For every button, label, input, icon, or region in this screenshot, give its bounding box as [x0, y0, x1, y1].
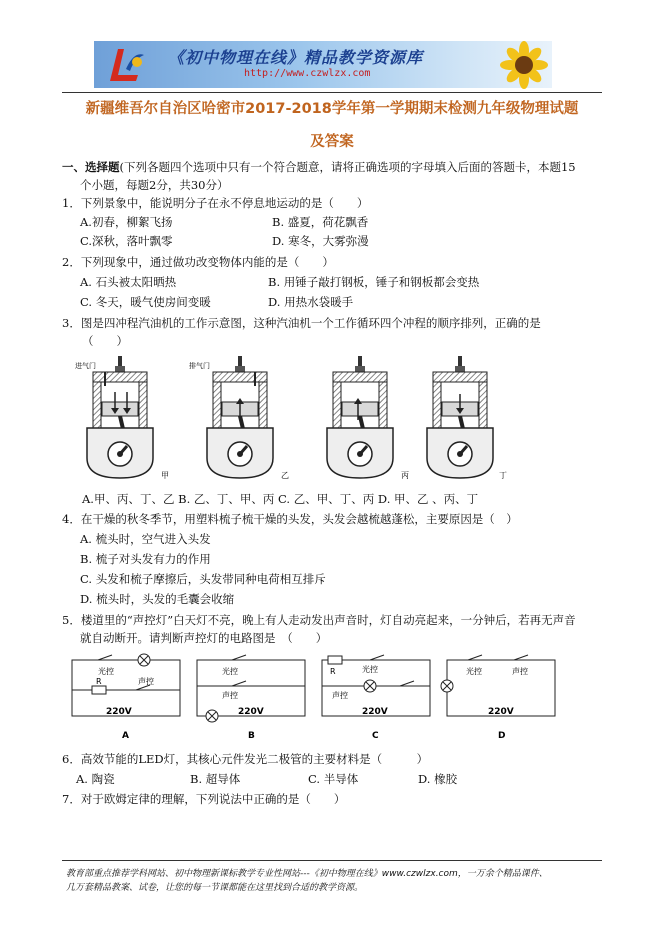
- circuit-a-resistor: R: [96, 677, 102, 686]
- q2-option-c: C. 冬天，暖气使房间变暖: [80, 295, 211, 309]
- doc-title-line1: 新疆维吾尔自治区哈密市2017-2018学年第一学期期末检测九年级物理试题: [85, 101, 579, 117]
- site-logo-icon: [104, 45, 146, 85]
- circuit-a-sound-ctrl: 声控: [138, 677, 154, 686]
- q6-option-b: B. 超导体: [190, 772, 241, 786]
- circuit-b: [206, 655, 264, 741]
- circuit-c-label: C: [372, 731, 379, 741]
- circuit-c-voltage: 220V: [362, 707, 388, 717]
- exhaust-label: 排气门: [189, 362, 210, 370]
- circuit-c-resistor: R: [330, 667, 336, 676]
- engine-jia: [75, 356, 169, 480]
- q7-stem: 7．对于欧姆定律的理解，下列说法中正确的是（ ）: [62, 792, 346, 806]
- circuit-c: [328, 655, 414, 741]
- section1-heading: 一、选择题: [62, 160, 120, 174]
- engine-bing: [327, 356, 409, 480]
- circuit-b-voltage: 220V: [238, 707, 264, 717]
- engine-ding: [427, 356, 507, 480]
- q6-option-a: A. 陶瓷: [76, 772, 115, 786]
- circuit-a-voltage: 220V: [106, 707, 132, 717]
- circuit-a-light-ctrl: 光控: [98, 667, 114, 676]
- q6-option-c: C. 半导体: [308, 772, 359, 786]
- q5-stem-line1: 5．楼道里的“声控灯”白天灯不亮，晚上有人走动发出声音时，灯自动亮起来，一分钟后，若再无声音: [62, 613, 576, 627]
- q2-option-b: B. 用锤子敲打钢板，锤子和钢板都会变热: [268, 275, 480, 289]
- q6-stem: 6．高效节能的LED灯，其核心元件发光二极管的主要材料是（ ）: [62, 752, 429, 766]
- circuit-b-sound-ctrl: 声控: [222, 691, 238, 700]
- q3-engine-figure: [75, 354, 505, 484]
- q4-option-b: B. 梳子对头发有力的作用: [80, 552, 211, 566]
- circuit-d-voltage: 220V: [488, 707, 514, 717]
- circuit-c-sound-ctrl: 声控: [332, 691, 348, 700]
- q4-option-a: A. 梳头时，空气进入头发: [80, 532, 211, 546]
- q1-option-d: D. 寒冬，大雾弥漫: [272, 234, 369, 248]
- circuit-d: [441, 655, 528, 741]
- q4-stem: 4．在干燥的秋冬季节，用塑料梳子梳干燥的头发，头发会越梳越蓬松，主要原因是（ ）: [62, 512, 518, 526]
- circuit-a-label: A: [122, 731, 129, 741]
- circuit-d-light-ctrl: 光控: [466, 667, 482, 676]
- section1-instruction1: (下列各题四个选项中只有一个符合题意，请将正确选项的字母填入后面的答题卡，本题15: [119, 160, 576, 174]
- label-jia: 甲: [161, 471, 169, 480]
- q1-option-c: C.深秋，落叶飘零: [80, 234, 173, 248]
- sunflower-icon: [494, 41, 550, 88]
- circuit-d-label: D: [498, 731, 506, 741]
- engine-yi: [189, 356, 289, 480]
- q2-option-d: D. 用热水袋暖手: [268, 295, 354, 309]
- q5-circuit-figure: [62, 652, 582, 744]
- circuit-a: [92, 654, 154, 741]
- banner-title: 《初中物理在线》精品教学资源库: [168, 48, 424, 67]
- q1-stem: 1．下列景象中，能说明分子在永不停息地运动的是（ ）: [62, 196, 369, 210]
- q3-options: A.甲、丙、丁、乙 B. 乙、丁、甲、丙 C. 乙、甲、丁、丙 D. 甲、乙 、丙、丁: [82, 492, 479, 506]
- q1-option-a: A.初春，柳絮飞扬: [80, 215, 173, 229]
- q2-stem: 2．下列现象中，通过做功改变物体内能的是（ ）: [62, 255, 334, 269]
- q3-stem: 3．图是四冲程汽油机的工作示意图，这种汽油机一个工作循环四个冲程的顺序排列，正确的是: [62, 316, 541, 330]
- circuit-b-label: B: [248, 731, 255, 741]
- footer-line1: 教育部重点推荐学科网站、初中物理新课标教学专业性网站---《初中物理在线》www.czwlzx.com，一万余个精品课件、: [66, 869, 548, 879]
- section1-line1: [62, 160, 576, 174]
- q2-option-a: A. 石头被太阳晒热: [80, 275, 177, 289]
- q3-paren: （ ）: [82, 334, 128, 348]
- banner-url[interactable]: http://www.czwlzx.com: [244, 68, 371, 79]
- label-bing: 丙: [401, 471, 409, 480]
- q4-option-d: D. 梳头时，头发的毛囊会收缩: [80, 592, 235, 606]
- q4-option-c: C. 头发和梳子摩擦后，头发带同种电荷相互排斥: [80, 572, 326, 586]
- intake-label: 进气门: [75, 362, 96, 370]
- circuit-b-light-ctrl: 光控: [222, 667, 238, 676]
- q5-stem-line2: 就自动断开。请判断声控灯的电路图是 （ ）: [80, 631, 328, 645]
- q6-option-d: D. 橡胶: [418, 772, 458, 786]
- label-yi: 乙: [281, 471, 289, 480]
- circuit-d-sound-ctrl: 声控: [512, 667, 528, 676]
- footer-line2: 几万套精品教案、试卷，让您的每一节课都能在这里找到合适的教学资源。: [66, 883, 364, 893]
- label-ding: 丁: [499, 471, 507, 480]
- circuit-c-light-ctrl: 光控: [362, 665, 378, 674]
- header-banner: [94, 41, 552, 88]
- header-rule: [62, 92, 602, 93]
- section1-instruction2: 个小题，每题2分，共30分）: [80, 178, 229, 192]
- doc-title-line2: 及答案: [310, 134, 354, 150]
- footer-rule: [62, 860, 602, 861]
- q1-option-b: B. 盛夏，荷花飘香: [272, 215, 369, 229]
